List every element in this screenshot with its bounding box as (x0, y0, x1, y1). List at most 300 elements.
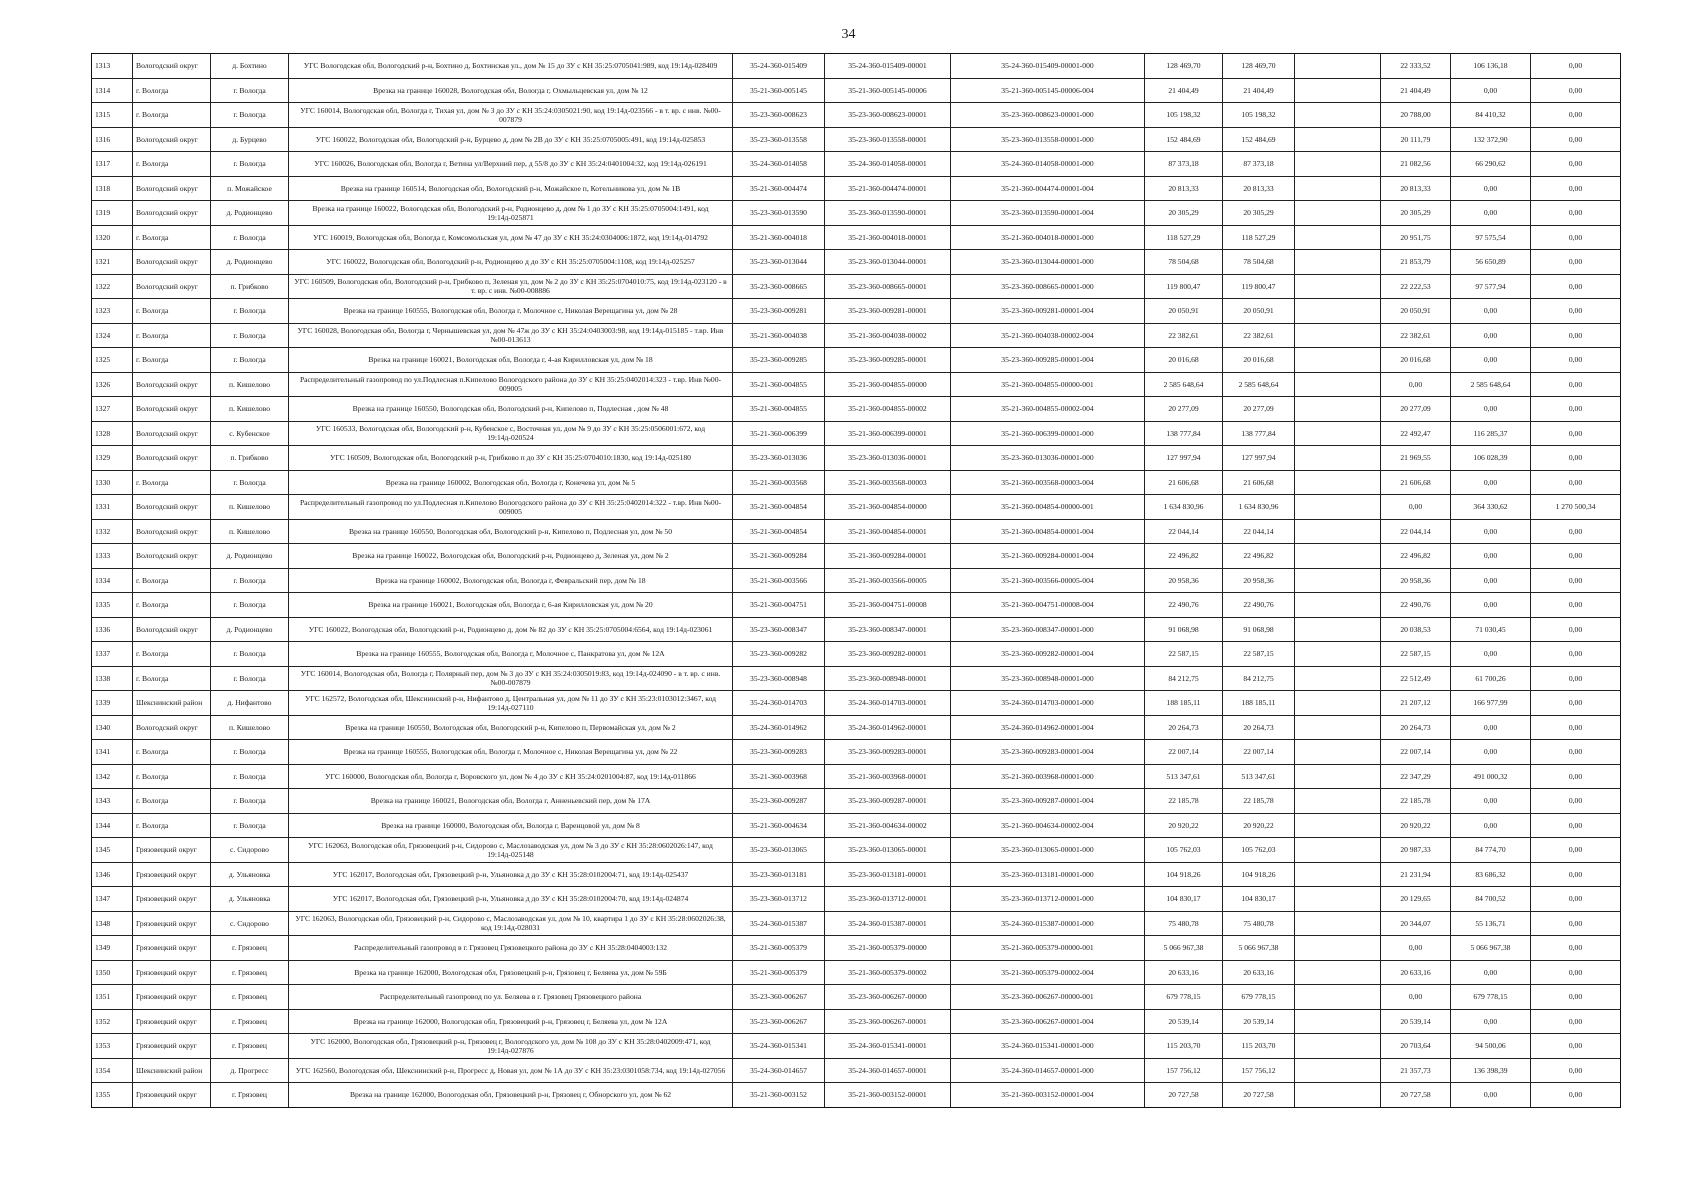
district-cell: Вологодский округ (133, 54, 211, 79)
object-code-cell: 35-23-360-013036 (733, 446, 825, 471)
empty-cell (1295, 544, 1381, 569)
initial-cost-cell: 20 305,29 (1145, 201, 1223, 226)
object-code-cell: 35-21-360-004474 (733, 176, 825, 201)
row-number-cell: 1354 (92, 1058, 133, 1083)
component-code-cell: 35-21-360-003566-00005-004 (951, 568, 1145, 593)
inventory-code-cell: 35-23-360-013590-00001 (825, 201, 951, 226)
inventory-code-cell: 35-21-360-005145-00006 (825, 78, 951, 103)
settlement-cell: п. Можайское (211, 176, 289, 201)
initial-cost-cell: 22 044,14 (1145, 519, 1223, 544)
component-code-cell: 35-24-360-015341-00001-000 (951, 1034, 1145, 1059)
cost-part-1-cell: 22 347,29 (1381, 764, 1451, 789)
book-value-cell: 127 997,94 (1223, 446, 1295, 471)
row-number-cell: 1331 (92, 495, 133, 520)
inventory-code-cell: 35-21-360-003568-00003 (825, 470, 951, 495)
book-value-cell: 157 756,12 (1223, 1058, 1295, 1083)
cost-part-1-cell: 22 185,78 (1381, 789, 1451, 814)
cost-part-2-cell: 0,00 (1451, 740, 1531, 765)
initial-cost-cell: 91 068,98 (1145, 617, 1223, 642)
object-code-cell: 35-24-360-014703 (733, 691, 825, 716)
cost-part-3-cell: 0,00 (1531, 887, 1621, 912)
cost-part-3-cell: 0,00 (1531, 593, 1621, 618)
cost-part-2-cell: 0,00 (1451, 176, 1531, 201)
object-description-cell: Врезка на границе 160555, Вологодская обл, Вологда г, Молочное с, Николая Верещагина ул, дом № 28 (289, 299, 733, 324)
empty-cell (1295, 446, 1381, 471)
inventory-code-cell: 35-23-360-013181-00001 (825, 862, 951, 887)
initial-cost-cell: 119 800,47 (1145, 274, 1223, 299)
settlement-cell: д. Бурцево (211, 127, 289, 152)
cost-part-1-cell: 21 404,49 (1381, 78, 1451, 103)
row-number-cell: 1351 (92, 985, 133, 1010)
component-code-cell: 35-21-360-004751-00008-004 (951, 593, 1145, 618)
book-value-cell: 118 527,29 (1223, 225, 1295, 250)
empty-cell (1295, 397, 1381, 422)
initial-cost-cell: 22 490,76 (1145, 593, 1223, 618)
book-value-cell: 20 813,33 (1223, 176, 1295, 201)
component-code-cell: 35-21-360-003968-00001-000 (951, 764, 1145, 789)
book-value-cell: 20 016,68 (1223, 348, 1295, 373)
settlement-cell: п. Кишелово (211, 519, 289, 544)
table-row (92, 1034, 1621, 1059)
district-cell: г. Вологда (133, 103, 211, 128)
inventory-code-cell: 35-23-360-006267-00001 (825, 1009, 951, 1034)
table-row (92, 470, 1621, 495)
empty-cell (1295, 666, 1381, 691)
row-number-cell: 1342 (92, 764, 133, 789)
empty-cell (1295, 299, 1381, 324)
object-description-cell: Распределительный газопровод по ул. Беляева в г. Грязовец Грязовецкого района (289, 985, 733, 1010)
cost-part-3-cell: 0,00 (1531, 348, 1621, 373)
book-value-cell: 152 484,69 (1223, 127, 1295, 152)
object-description-cell: УГС 160533, Вологодская обл, Вологодский р-н, Кубенское с, Восточная ул, дом № 9 до ЗУ с КН 35:25:0506001:672, код 19:14д-020524 (289, 421, 733, 446)
component-code-cell: 35-23-360-013036-00001-000 (951, 446, 1145, 471)
row-number-cell: 1349 (92, 936, 133, 961)
cost-part-3-cell: 0,00 (1531, 152, 1621, 177)
row-number-cell: 1315 (92, 103, 133, 128)
initial-cost-cell: 20 264,73 (1145, 715, 1223, 740)
object-code-cell: 35-21-360-004634 (733, 813, 825, 838)
empty-cell (1295, 691, 1381, 716)
initial-cost-cell: 20 727,58 (1145, 1083, 1223, 1108)
initial-cost-cell: 20 958,36 (1145, 568, 1223, 593)
table-row (92, 152, 1621, 177)
settlement-cell: г. Вологда (211, 78, 289, 103)
component-code-cell: 35-21-360-003568-00003-004 (951, 470, 1145, 495)
component-code-cell: 35-21-360-009284-00001-004 (951, 544, 1145, 569)
empty-cell (1295, 1034, 1381, 1059)
inventory-code-cell: 35-21-360-005379-00002 (825, 960, 951, 985)
object-code-cell: 35-23-360-008665 (733, 274, 825, 299)
book-value-cell: 104 830,17 (1223, 887, 1295, 912)
cost-part-2-cell: 0,00 (1451, 813, 1531, 838)
book-value-cell: 20 050,91 (1223, 299, 1295, 324)
cost-part-1-cell: 0,00 (1381, 985, 1451, 1010)
table-row (92, 372, 1621, 397)
book-value-cell: 78 504,68 (1223, 250, 1295, 275)
district-cell: Вологодский округ (133, 127, 211, 152)
settlement-cell: г. Вологда (211, 323, 289, 348)
cost-part-3-cell: 0,00 (1531, 225, 1621, 250)
component-code-cell: 35-24-360-014058-00001-000 (951, 152, 1145, 177)
initial-cost-cell: 22 185,78 (1145, 789, 1223, 814)
book-value-cell: 20 277,09 (1223, 397, 1295, 422)
settlement-cell: с. Сидорово (211, 838, 289, 863)
initial-cost-cell: 104 918,26 (1145, 862, 1223, 887)
object-description-cell: Врезка на границе 160021, Вологодская обл, Вологда г, Анненьевский пер, дом № 17А (289, 789, 733, 814)
cost-part-2-cell: 0,00 (1451, 1083, 1531, 1108)
table-row (92, 103, 1621, 128)
table-row (92, 642, 1621, 667)
settlement-cell: г. Вологда (211, 642, 289, 667)
inventory-code-cell: 35-23-360-009285-00001 (825, 348, 951, 373)
cost-part-2-cell: 106 136,18 (1451, 54, 1531, 79)
empty-cell (1295, 152, 1381, 177)
inventory-code-cell: 35-24-360-015409-00001 (825, 54, 951, 79)
table-row (92, 201, 1621, 226)
empty-cell (1295, 1083, 1381, 1108)
cost-part-3-cell: 0,00 (1531, 911, 1621, 936)
empty-cell (1295, 568, 1381, 593)
table-row (92, 1058, 1621, 1083)
book-value-cell: 679 778,15 (1223, 985, 1295, 1010)
settlement-cell: г. Вологда (211, 470, 289, 495)
object-description-cell: УГС 160509, Вологодская обл, Вологодский р-н, Грибково п, Зеленая ул, дом № 2 до ЗУ с КН 35:25:0704010:75, код 19:14д-023120 - в т. вр. с инв. №00-008886 (289, 274, 733, 299)
component-code-cell: 35-24-360-015387-00001-000 (951, 911, 1145, 936)
book-value-cell: 21 606,68 (1223, 470, 1295, 495)
initial-cost-cell: 513 347,61 (1145, 764, 1223, 789)
settlement-cell: д. Родионцево (211, 201, 289, 226)
cost-part-2-cell: 84 774,70 (1451, 838, 1531, 863)
district-cell: Вологодский округ (133, 617, 211, 642)
object-code-cell: 35-21-360-004751 (733, 593, 825, 618)
object-description-cell: УГС 160022, Вологодская обл, Вологодский р-н, Родионцево д до ЗУ с КН 35:25:0705004:1108, код 19:14д-025257 (289, 250, 733, 275)
cost-part-2-cell: 0,00 (1451, 519, 1531, 544)
settlement-cell: г. Вологда (211, 813, 289, 838)
table-row (92, 593, 1621, 618)
table-row (92, 495, 1621, 520)
initial-cost-cell: 22 382,61 (1145, 323, 1223, 348)
cost-part-2-cell: 0,00 (1451, 593, 1531, 618)
object-description-cell: Врезка на границе 160022, Вологодская обл, Вологодский р-н, Родионцево д, дом № 1 до ЗУ с КН 35:25:0705004:1491, код 19:14д-025871 (289, 201, 733, 226)
component-code-cell: 35-24-360-014703-00001-000 (951, 691, 1145, 716)
table-body (92, 54, 1621, 1108)
empty-cell (1295, 985, 1381, 1010)
district-cell: Вологодский округ (133, 250, 211, 275)
cost-part-1-cell: 20 539,14 (1381, 1009, 1451, 1034)
cost-part-3-cell: 0,00 (1531, 544, 1621, 569)
cost-part-2-cell: 0,00 (1451, 201, 1531, 226)
cost-part-3-cell: 0,00 (1531, 813, 1621, 838)
component-code-cell: 35-21-360-004855-00002-004 (951, 397, 1145, 422)
empty-cell (1295, 911, 1381, 936)
cost-part-3-cell: 0,00 (1531, 1083, 1621, 1108)
object-code-cell: 35-21-360-003968 (733, 764, 825, 789)
district-cell: г. Вологда (133, 152, 211, 177)
component-code-cell: 35-23-360-009281-00001-004 (951, 299, 1145, 324)
row-number-cell: 1321 (92, 250, 133, 275)
row-number-cell: 1355 (92, 1083, 133, 1108)
cost-part-3-cell: 0,00 (1531, 250, 1621, 275)
district-cell: Вологодский округ (133, 715, 211, 740)
initial-cost-cell: 21 606,68 (1145, 470, 1223, 495)
component-code-cell: 35-21-360-005145-00006-004 (951, 78, 1145, 103)
empty-cell (1295, 372, 1381, 397)
district-cell: Грязовецкий округ (133, 887, 211, 912)
cost-part-2-cell: 0,00 (1451, 323, 1531, 348)
row-number-cell: 1324 (92, 323, 133, 348)
initial-cost-cell: 20 277,09 (1145, 397, 1223, 422)
row-number-cell: 1328 (92, 421, 133, 446)
row-number-cell: 1340 (92, 715, 133, 740)
table-row (92, 740, 1621, 765)
cost-part-2-cell: 132 372,90 (1451, 127, 1531, 152)
settlement-cell: г. Грязовец (211, 1009, 289, 1034)
table-row (92, 544, 1621, 569)
inventory-code-cell: 35-23-360-009282-00001 (825, 642, 951, 667)
cost-part-3-cell: 0,00 (1531, 176, 1621, 201)
cost-part-3-cell: 0,00 (1531, 838, 1621, 863)
settlement-cell: г. Грязовец (211, 1083, 289, 1108)
component-code-cell: 35-21-360-004634-00002-004 (951, 813, 1145, 838)
initial-cost-cell: 75 480,78 (1145, 911, 1223, 936)
row-number-cell: 1345 (92, 838, 133, 863)
object-description-cell: УГС 160014, Вологодская обл, Вологда г, Полярный пер, дом № 3 до ЗУ с КН 35:24:0305019:83, код 19:14д-024090 - в т. вр. с инв. №00-007879 (289, 666, 733, 691)
initial-cost-cell: 22 496,82 (1145, 544, 1223, 569)
table-row (92, 813, 1621, 838)
row-number-cell: 1344 (92, 813, 133, 838)
component-code-cell: 35-23-360-006267-00001-004 (951, 1009, 1145, 1034)
empty-cell (1295, 495, 1381, 520)
component-code-cell: 35-23-360-008623-00001-000 (951, 103, 1145, 128)
book-value-cell: 20 958,36 (1223, 568, 1295, 593)
table-row (92, 789, 1621, 814)
book-value-cell: 75 480,78 (1223, 911, 1295, 936)
district-cell: Грязовецкий округ (133, 960, 211, 985)
component-code-cell: 35-24-360-014962-00001-004 (951, 715, 1145, 740)
object-description-cell: Врезка на границе 160514, Вологодская обл, Вологодский р-н, Можайское п, Котельникова ул, дом № 1В (289, 176, 733, 201)
cost-part-2-cell: 0,00 (1451, 470, 1531, 495)
settlement-cell: д. Родионцево (211, 250, 289, 275)
district-cell: Грязовецкий округ (133, 911, 211, 936)
row-number-cell: 1336 (92, 617, 133, 642)
table-row (92, 666, 1621, 691)
component-code-cell: 35-23-360-013181-00001-000 (951, 862, 1145, 887)
cost-part-1-cell: 22 587,15 (1381, 642, 1451, 667)
cost-part-3-cell: 0,00 (1531, 1034, 1621, 1059)
row-number-cell: 1335 (92, 593, 133, 618)
object-description-cell: УГС 160028, Вологодская обл, Вологда г, Чернышевская ул, дом № 47ж до ЗУ с КН 35:24:0403003:98, код 19:14д-015185 - т.вр. Инв №00-013613 (289, 323, 733, 348)
table-row (92, 225, 1621, 250)
row-number-cell: 1314 (92, 78, 133, 103)
object-description-cell: Врезка на границе 160550, Вологодская обл, Вологодский р-н, Кипелово п, Первомайская ул, дом № 2 (289, 715, 733, 740)
cost-part-3-cell: 0,00 (1531, 691, 1621, 716)
component-code-cell: 35-23-360-008347-00001-000 (951, 617, 1145, 642)
settlement-cell: г. Вологда (211, 593, 289, 618)
initial-cost-cell: 87 373,18 (1145, 152, 1223, 177)
row-number-cell: 1347 (92, 887, 133, 912)
row-number-cell: 1322 (92, 274, 133, 299)
cost-part-2-cell: 491 000,32 (1451, 764, 1531, 789)
component-code-cell: 35-23-360-013590-00001-004 (951, 201, 1145, 226)
component-code-cell: 35-21-360-005379-00002-004 (951, 960, 1145, 985)
cost-part-3-cell: 0,00 (1531, 519, 1621, 544)
initial-cost-cell: 138 777,84 (1145, 421, 1223, 446)
component-code-cell: 35-23-360-008665-00001-000 (951, 274, 1145, 299)
cost-part-3-cell: 0,00 (1531, 862, 1621, 887)
inventory-code-cell: 35-23-360-013036-00001 (825, 446, 951, 471)
table-row (92, 960, 1621, 985)
cost-part-1-cell: 20 277,09 (1381, 397, 1451, 422)
object-description-cell: УГС 162017, Вологодская обл, Грязовецкий р-н, Ульяновка д до ЗУ с КН 35:28:0102004:70, код 19:14д-024874 (289, 887, 733, 912)
cost-part-1-cell: 22 044,14 (1381, 519, 1451, 544)
inventory-code-cell: 35-24-360-014657-00001 (825, 1058, 951, 1083)
table-row (92, 862, 1621, 887)
book-value-cell: 20 539,14 (1223, 1009, 1295, 1034)
book-value-cell: 1 634 830,96 (1223, 495, 1295, 520)
settlement-cell: г. Вологда (211, 299, 289, 324)
district-cell: Вологодский округ (133, 495, 211, 520)
object-description-cell: Распределительный газопровод по ул.Подлесная п.Кипелово Вологодского района до ЗУ с КН 35:25:0402014:322 - т.вр. Инв №00-009005 (289, 495, 733, 520)
object-code-cell: 35-23-360-009283 (733, 740, 825, 765)
row-number-cell: 1353 (92, 1034, 133, 1059)
inventory-code-cell: 35-24-360-014058-00001 (825, 152, 951, 177)
settlement-cell: д. Нифантово (211, 691, 289, 716)
inventory-code-cell: 35-21-360-003566-00005 (825, 568, 951, 593)
cost-part-1-cell: 20 305,29 (1381, 201, 1451, 226)
cost-part-1-cell: 20 129,65 (1381, 887, 1451, 912)
initial-cost-cell: 1 634 830,96 (1145, 495, 1223, 520)
object-code-cell: 35-23-360-009287 (733, 789, 825, 814)
object-code-cell: 35-23-360-009281 (733, 299, 825, 324)
cost-part-3-cell: 0,00 (1531, 372, 1621, 397)
cost-part-1-cell: 20 958,36 (1381, 568, 1451, 593)
initial-cost-cell: 22 587,15 (1145, 642, 1223, 667)
empty-cell (1295, 274, 1381, 299)
inventory-code-cell: 35-23-360-013558-00001 (825, 127, 951, 152)
initial-cost-cell: 20 050,91 (1145, 299, 1223, 324)
cost-part-2-cell: 94 500,06 (1451, 1034, 1531, 1059)
cost-part-1-cell: 20 987,33 (1381, 838, 1451, 863)
table-row (92, 1009, 1621, 1034)
cost-part-2-cell: 66 290,62 (1451, 152, 1531, 177)
empty-cell (1295, 323, 1381, 348)
empty-cell (1295, 838, 1381, 863)
settlement-cell: с. Кубенское (211, 421, 289, 446)
table-row (92, 299, 1621, 324)
inventory-code-cell: 35-21-360-004751-00008 (825, 593, 951, 618)
cost-part-3-cell: 0,00 (1531, 715, 1621, 740)
cost-part-2-cell: 0,00 (1451, 568, 1531, 593)
settlement-cell: п. Кишелово (211, 495, 289, 520)
component-code-cell: 35-24-360-015409-00001-000 (951, 54, 1145, 79)
table-row (92, 397, 1621, 422)
cost-part-3-cell: 0,00 (1531, 103, 1621, 128)
table-row (92, 250, 1621, 275)
object-code-cell: 35-21-360-004854 (733, 519, 825, 544)
initial-cost-cell: 127 997,94 (1145, 446, 1223, 471)
inventory-code-cell: 35-23-360-013065-00001 (825, 838, 951, 863)
book-value-cell: 22 587,15 (1223, 642, 1295, 667)
initial-cost-cell: 105 198,32 (1145, 103, 1223, 128)
settlement-cell: п. Грибково (211, 274, 289, 299)
empty-cell (1295, 813, 1381, 838)
inventory-code-cell: 35-21-360-004854-00001 (825, 519, 951, 544)
object-code-cell: 35-23-360-013044 (733, 250, 825, 275)
component-code-cell: 35-24-360-014657-00001-000 (951, 1058, 1145, 1083)
component-code-cell: 35-23-360-013044-00001-000 (951, 250, 1145, 275)
table-row (92, 838, 1621, 863)
table-row (92, 78, 1621, 103)
cost-part-2-cell: 0,00 (1451, 1009, 1531, 1034)
book-value-cell: 104 918,26 (1223, 862, 1295, 887)
row-number-cell: 1325 (92, 348, 133, 373)
cost-part-1-cell: 20 016,68 (1381, 348, 1451, 373)
object-description-cell: Распределительный газопровод по ул.Подлесная п.Кипелово Вологодского района до ЗУ с КН 35:25:0402014:323 - т.вр. Инв №00-009005 (289, 372, 733, 397)
district-cell: г. Вологда (133, 470, 211, 495)
settlement-cell: г. Вологда (211, 789, 289, 814)
cost-part-1-cell: 22 496,82 (1381, 544, 1451, 569)
component-code-cell: 35-23-360-009287-00001-004 (951, 789, 1145, 814)
inventory-code-cell: 35-21-360-003968-00001 (825, 764, 951, 789)
cost-part-3-cell: 0,00 (1531, 666, 1621, 691)
book-value-cell: 20 727,58 (1223, 1083, 1295, 1108)
district-cell: г. Вологда (133, 666, 211, 691)
object-code-cell: 35-23-360-013590 (733, 201, 825, 226)
inventory-code-cell: 35-23-360-008948-00001 (825, 666, 951, 691)
cost-part-1-cell: 22 382,61 (1381, 323, 1451, 348)
district-cell: Грязовецкий округ (133, 1034, 211, 1059)
book-value-cell: 84 212,75 (1223, 666, 1295, 691)
book-value-cell: 20 305,29 (1223, 201, 1295, 226)
book-value-cell: 22 382,61 (1223, 323, 1295, 348)
district-cell: г. Вологда (133, 225, 211, 250)
object-code-cell: 35-21-360-005379 (733, 936, 825, 961)
cost-part-1-cell: 21 207,12 (1381, 691, 1451, 716)
cost-part-3-cell: 0,00 (1531, 274, 1621, 299)
settlement-cell: г. Вологда (211, 764, 289, 789)
cost-part-1-cell: 22 007,14 (1381, 740, 1451, 765)
district-cell: г. Вологда (133, 348, 211, 373)
cost-part-1-cell: 22 490,76 (1381, 593, 1451, 618)
object-description-cell: УГС 162017, Вологодская обл, Грязовецкий р-н, Ульяновка д до ЗУ с КН 35:28:0102004:71, код 19:14д-025437 (289, 862, 733, 887)
district-cell: г. Вологда (133, 568, 211, 593)
cost-part-3-cell: 0,00 (1531, 789, 1621, 814)
table-row (92, 176, 1621, 201)
table-row (92, 911, 1621, 936)
object-code-cell: 35-23-360-013712 (733, 887, 825, 912)
object-code-cell: 35-21-360-004018 (733, 225, 825, 250)
component-code-cell: 35-21-360-004855-00000-001 (951, 372, 1145, 397)
cost-part-2-cell: 0,00 (1451, 78, 1531, 103)
empty-cell (1295, 1058, 1381, 1083)
object-description-cell: УГС 160022, Вологодская обл, Вологодский р-н, Родионцево д, дом № 82 до ЗУ с КН 35:25:0705004:6564, код 19:14д-023061 (289, 617, 733, 642)
cost-part-1-cell: 22 492,47 (1381, 421, 1451, 446)
settlement-cell: п. Кишелово (211, 372, 289, 397)
cost-part-2-cell: 0,00 (1451, 960, 1531, 985)
settlement-cell: г. Вологда (211, 666, 289, 691)
cost-part-1-cell: 0,00 (1381, 372, 1451, 397)
component-code-cell: 35-21-360-003152-00001-004 (951, 1083, 1145, 1108)
object-description-cell: УГС 160509, Вологодская обл, Вологодский р-н, Грибково п до ЗУ с КН 35:25:0704010:1830, код 19:14д-025180 (289, 446, 733, 471)
table-row (92, 985, 1621, 1010)
empty-cell (1295, 470, 1381, 495)
row-number-cell: 1327 (92, 397, 133, 422)
object-description-cell: УГС Вологодская обл, Вологодский р-н, Бохтино д, Бохтинская ул., дом № 15 до ЗУ с КН 35:25:0705041:989, код 19:14д-028409 (289, 54, 733, 79)
inventory-code-cell: 35-21-360-005379-00000 (825, 936, 951, 961)
cost-part-2-cell: 61 700,26 (1451, 666, 1531, 691)
empty-cell (1295, 54, 1381, 79)
inventory-code-cell: 35-21-360-009284-00001 (825, 544, 951, 569)
